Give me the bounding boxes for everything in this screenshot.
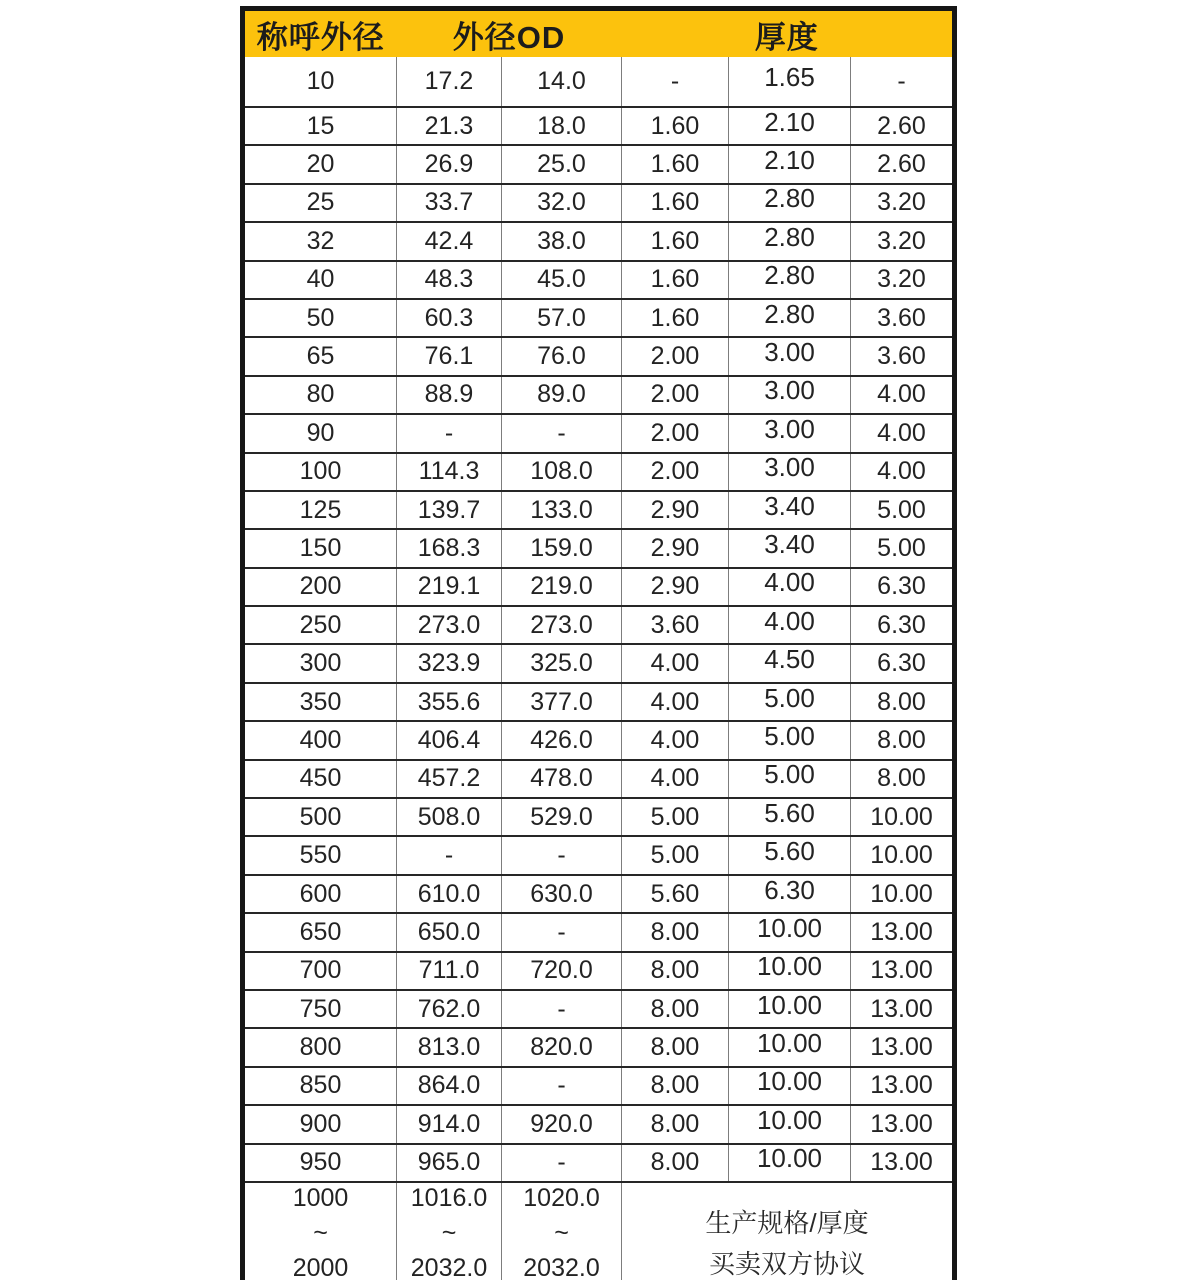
table-row bbox=[243, 107, 955, 145]
table-row bbox=[243, 414, 955, 452]
cell: 125 bbox=[243, 491, 397, 529]
cell: 219.0 bbox=[502, 568, 622, 606]
cell: 150 bbox=[243, 529, 397, 567]
cell: 2.80 bbox=[729, 222, 851, 260]
cell: 711.0 bbox=[397, 952, 502, 990]
cell: 3.00 bbox=[729, 376, 851, 414]
cell: - bbox=[397, 414, 502, 452]
table-row bbox=[243, 606, 955, 644]
pipe-spec-table bbox=[240, 6, 957, 1280]
cell: 100 bbox=[243, 453, 397, 491]
cell: 8.00 bbox=[622, 1028, 729, 1066]
cell: 2.80 bbox=[729, 261, 851, 299]
cell: 450 bbox=[243, 760, 397, 798]
cell: 950 bbox=[243, 1144, 397, 1182]
cell: 5.00 bbox=[622, 798, 729, 836]
table-row bbox=[243, 376, 955, 414]
cell: 8.00 bbox=[622, 1144, 729, 1182]
cell: 26.9 bbox=[397, 145, 502, 183]
cell: 2.80 bbox=[729, 184, 851, 222]
cell: 377.0 bbox=[502, 683, 622, 721]
cell: 3.40 bbox=[729, 491, 851, 529]
range-start: 1000 bbox=[292, 1184, 349, 1213]
cell: 478.0 bbox=[502, 760, 622, 798]
od1-range bbox=[397, 1181, 501, 1280]
footer-row bbox=[243, 1182, 955, 1280]
header-outer-diameter-od: 外径OD bbox=[397, 9, 622, 58]
cell: 2.90 bbox=[622, 491, 729, 529]
table-row bbox=[243, 57, 955, 107]
table-row bbox=[243, 337, 955, 375]
cell: 8.00 bbox=[622, 1105, 729, 1143]
pipe-spec-table-container bbox=[240, 6, 957, 1280]
cell: 5.60 bbox=[622, 875, 729, 913]
cell: 32 bbox=[243, 222, 397, 260]
header-thickness: 厚度 bbox=[622, 9, 955, 58]
cell: 10.00 bbox=[729, 990, 851, 1028]
cell: 76.0 bbox=[502, 337, 622, 375]
table-row bbox=[243, 299, 955, 337]
cell: 914.0 bbox=[397, 1105, 502, 1143]
cell: 21.3 bbox=[397, 107, 502, 145]
table-row bbox=[243, 760, 955, 798]
table-row bbox=[243, 1067, 955, 1105]
cell: 864.0 bbox=[397, 1067, 502, 1105]
cell: 4.00 bbox=[851, 453, 955, 491]
cell: 350 bbox=[243, 683, 397, 721]
cell: 750 bbox=[243, 990, 397, 1028]
cell: 400 bbox=[243, 721, 397, 759]
cell: 850 bbox=[243, 1067, 397, 1105]
cell: 300 bbox=[243, 644, 397, 682]
cell: 8.00 bbox=[851, 683, 955, 721]
cell: 15 bbox=[243, 107, 397, 145]
cell: 457.2 bbox=[397, 760, 502, 798]
cell-nominal-range bbox=[243, 1182, 397, 1280]
note-line-2: 买卖双方协议 bbox=[709, 1248, 866, 1279]
nominal-range bbox=[245, 1181, 396, 1280]
cell: - bbox=[502, 990, 622, 1028]
cell: 5.00 bbox=[622, 836, 729, 874]
table-row bbox=[243, 990, 955, 1028]
cell: 965.0 bbox=[397, 1144, 502, 1182]
agreement-note bbox=[622, 1203, 952, 1280]
cell: 1.60 bbox=[622, 261, 729, 299]
cell: 10.00 bbox=[851, 798, 955, 836]
cell: 550 bbox=[243, 836, 397, 874]
cell: 2.00 bbox=[622, 453, 729, 491]
table-header bbox=[243, 9, 955, 58]
cell: 10.00 bbox=[729, 1144, 851, 1182]
cell: 18.0 bbox=[502, 107, 622, 145]
cell: 10.00 bbox=[729, 1105, 851, 1143]
cell: 250 bbox=[243, 606, 397, 644]
cell: 2.60 bbox=[851, 107, 955, 145]
cell: 25 bbox=[243, 184, 397, 222]
range-end: 2032.0 bbox=[523, 1254, 600, 1280]
cell: 1.60 bbox=[622, 107, 729, 145]
cell: - bbox=[502, 1144, 622, 1182]
table-row bbox=[243, 222, 955, 260]
cell: 60.3 bbox=[397, 299, 502, 337]
cell: 4.00 bbox=[729, 606, 851, 644]
cell: 529.0 bbox=[502, 798, 622, 836]
cell: 3.20 bbox=[851, 222, 955, 260]
cell: 2.90 bbox=[622, 529, 729, 567]
cell: 33.7 bbox=[397, 184, 502, 222]
table-row bbox=[243, 644, 955, 682]
cell: 5.00 bbox=[729, 721, 851, 759]
cell: 3.20 bbox=[851, 261, 955, 299]
cell: 3.00 bbox=[729, 453, 851, 491]
cell: 8.00 bbox=[622, 1067, 729, 1105]
cell: 8.00 bbox=[622, 913, 729, 951]
cell: 200 bbox=[243, 568, 397, 606]
cell: 25.0 bbox=[502, 145, 622, 183]
cell: 57.0 bbox=[502, 299, 622, 337]
cell: 273.0 bbox=[397, 606, 502, 644]
table-row bbox=[243, 261, 955, 299]
table-row bbox=[243, 683, 955, 721]
cell: 650 bbox=[243, 913, 397, 951]
cell-agreement-note bbox=[622, 1182, 955, 1280]
header-nominal-od: 称呼外径 bbox=[243, 9, 397, 58]
tilde-symbol: ~ bbox=[313, 1219, 328, 1248]
cell: 10.00 bbox=[729, 952, 851, 990]
cell: 820.0 bbox=[502, 1028, 622, 1066]
table-row bbox=[243, 184, 955, 222]
cell: 1.60 bbox=[622, 222, 729, 260]
cell: 3.60 bbox=[851, 299, 955, 337]
cell: 10.00 bbox=[729, 1067, 851, 1105]
cell: 5.60 bbox=[729, 798, 851, 836]
cell: 1.60 bbox=[622, 184, 729, 222]
cell: - bbox=[851, 57, 955, 107]
cell: 13.00 bbox=[851, 990, 955, 1028]
cell: - bbox=[502, 414, 622, 452]
cell: 813.0 bbox=[397, 1028, 502, 1066]
cell: 10.00 bbox=[851, 875, 955, 913]
table-row bbox=[243, 1144, 955, 1182]
cell: 89.0 bbox=[502, 376, 622, 414]
cell: 10.00 bbox=[729, 1028, 851, 1066]
range-start: 1016.0 bbox=[410, 1184, 488, 1213]
tilde-symbol: ~ bbox=[554, 1219, 569, 1248]
cell: 6.30 bbox=[729, 875, 851, 913]
cell: 13.00 bbox=[851, 1067, 955, 1105]
cell: 13.00 bbox=[851, 1144, 955, 1182]
cell: 630.0 bbox=[502, 875, 622, 913]
cell: 50 bbox=[243, 299, 397, 337]
cell: 4.00 bbox=[622, 644, 729, 682]
cell: 900 bbox=[243, 1105, 397, 1143]
table-row bbox=[243, 798, 955, 836]
cell: 3.00 bbox=[729, 337, 851, 375]
cell: 2.00 bbox=[622, 414, 729, 452]
cell: 610.0 bbox=[397, 875, 502, 913]
cell: - bbox=[622, 57, 729, 107]
cell: 4.00 bbox=[622, 760, 729, 798]
cell: 40 bbox=[243, 261, 397, 299]
cell: 650.0 bbox=[397, 913, 502, 951]
cell: 14.0 bbox=[502, 57, 622, 107]
note-line-1: 生产规格/厚度 bbox=[705, 1207, 869, 1238]
cell: 5.00 bbox=[729, 683, 851, 721]
cell: 8.00 bbox=[622, 990, 729, 1028]
table-row bbox=[243, 1105, 955, 1143]
cell: 700 bbox=[243, 952, 397, 990]
cell: 5.00 bbox=[851, 529, 955, 567]
cell: 500 bbox=[243, 798, 397, 836]
table-row bbox=[243, 721, 955, 759]
cell: 600 bbox=[243, 875, 397, 913]
cell: 508.0 bbox=[397, 798, 502, 836]
cell: 108.0 bbox=[502, 453, 622, 491]
cell: 4.00 bbox=[851, 414, 955, 452]
cell: 114.3 bbox=[397, 453, 502, 491]
cell: 8.00 bbox=[851, 721, 955, 759]
cell-od1-range bbox=[397, 1182, 502, 1280]
cell-od2-range bbox=[502, 1182, 622, 1280]
cell: 2.60 bbox=[851, 145, 955, 183]
cell: 4.00 bbox=[851, 376, 955, 414]
cell: 2.90 bbox=[622, 568, 729, 606]
cell: 2.00 bbox=[622, 376, 729, 414]
cell: 1.60 bbox=[622, 145, 729, 183]
cell: 5.60 bbox=[729, 836, 851, 874]
table-row bbox=[243, 1028, 955, 1066]
cell: 133.0 bbox=[502, 491, 622, 529]
cell: 4.00 bbox=[622, 683, 729, 721]
cell: 32.0 bbox=[502, 184, 622, 222]
cell: 3.00 bbox=[729, 414, 851, 452]
cell: 355.6 bbox=[397, 683, 502, 721]
cell: 76.1 bbox=[397, 337, 502, 375]
cell: 13.00 bbox=[851, 913, 955, 951]
cell: 762.0 bbox=[397, 990, 502, 1028]
table-row bbox=[243, 453, 955, 491]
table-row bbox=[243, 491, 955, 529]
cell: 10.00 bbox=[851, 836, 955, 874]
table-body bbox=[243, 57, 955, 1280]
cell: 8.00 bbox=[622, 952, 729, 990]
range-start: 1020.0 bbox=[523, 1184, 600, 1213]
cell: 13.00 bbox=[851, 952, 955, 990]
range-end: 2032.0 bbox=[410, 1254, 488, 1280]
od2-range bbox=[502, 1181, 621, 1280]
cell: 139.7 bbox=[397, 491, 502, 529]
cell: 325.0 bbox=[502, 644, 622, 682]
cell: 8.00 bbox=[851, 760, 955, 798]
cell: 48.3 bbox=[397, 261, 502, 299]
cell: 6.30 bbox=[851, 644, 955, 682]
cell: 168.3 bbox=[397, 529, 502, 567]
cell: 10.00 bbox=[729, 913, 851, 951]
cell: 800 bbox=[243, 1028, 397, 1066]
table-row bbox=[243, 913, 955, 951]
cell: 1.60 bbox=[622, 299, 729, 337]
cell: 38.0 bbox=[502, 222, 622, 260]
cell: 2.00 bbox=[622, 337, 729, 375]
cell: 219.1 bbox=[397, 568, 502, 606]
cell: 2.10 bbox=[729, 145, 851, 183]
cell: 90 bbox=[243, 414, 397, 452]
cell: 17.2 bbox=[397, 57, 502, 107]
cell: 720.0 bbox=[502, 952, 622, 990]
cell: - bbox=[502, 913, 622, 951]
cell: 406.4 bbox=[397, 721, 502, 759]
cell: 426.0 bbox=[502, 721, 622, 759]
header-row bbox=[243, 9, 955, 58]
cell: 4.00 bbox=[622, 721, 729, 759]
table-row bbox=[243, 836, 955, 874]
cell: 920.0 bbox=[502, 1105, 622, 1143]
range-end: 2000 bbox=[292, 1254, 349, 1280]
cell: 13.00 bbox=[851, 1028, 955, 1066]
cell: 4.50 bbox=[729, 644, 851, 682]
cell: 80 bbox=[243, 376, 397, 414]
cell: 273.0 bbox=[502, 606, 622, 644]
tilde-symbol: ~ bbox=[441, 1219, 457, 1248]
cell: - bbox=[397, 836, 502, 874]
cell: 2.80 bbox=[729, 299, 851, 337]
cell: 5.00 bbox=[851, 491, 955, 529]
cell: 3.20 bbox=[851, 184, 955, 222]
cell: 4.00 bbox=[729, 568, 851, 606]
cell: 5.00 bbox=[729, 760, 851, 798]
table-row bbox=[243, 875, 955, 913]
cell: 323.9 bbox=[397, 644, 502, 682]
cell: 6.30 bbox=[851, 568, 955, 606]
cell: 42.4 bbox=[397, 222, 502, 260]
cell: 65 bbox=[243, 337, 397, 375]
cell: 20 bbox=[243, 145, 397, 183]
cell: 159.0 bbox=[502, 529, 622, 567]
cell: 10 bbox=[306, 67, 335, 95]
cell: 3.60 bbox=[851, 337, 955, 375]
cell: - bbox=[502, 836, 622, 874]
cell: 45.0 bbox=[502, 261, 622, 299]
table-row bbox=[243, 952, 955, 990]
cell: - bbox=[502, 1067, 622, 1105]
cell: 88.9 bbox=[397, 376, 502, 414]
table-row bbox=[243, 529, 955, 567]
cell: 6.30 bbox=[851, 606, 955, 644]
table-row bbox=[243, 145, 955, 183]
table-row bbox=[243, 568, 955, 606]
cell: 3.60 bbox=[622, 606, 729, 644]
cell: 13.00 bbox=[851, 1105, 955, 1143]
cell: 3.40 bbox=[729, 529, 851, 567]
cell: 2.10 bbox=[729, 107, 851, 145]
cell: 1.65 bbox=[729, 57, 851, 107]
